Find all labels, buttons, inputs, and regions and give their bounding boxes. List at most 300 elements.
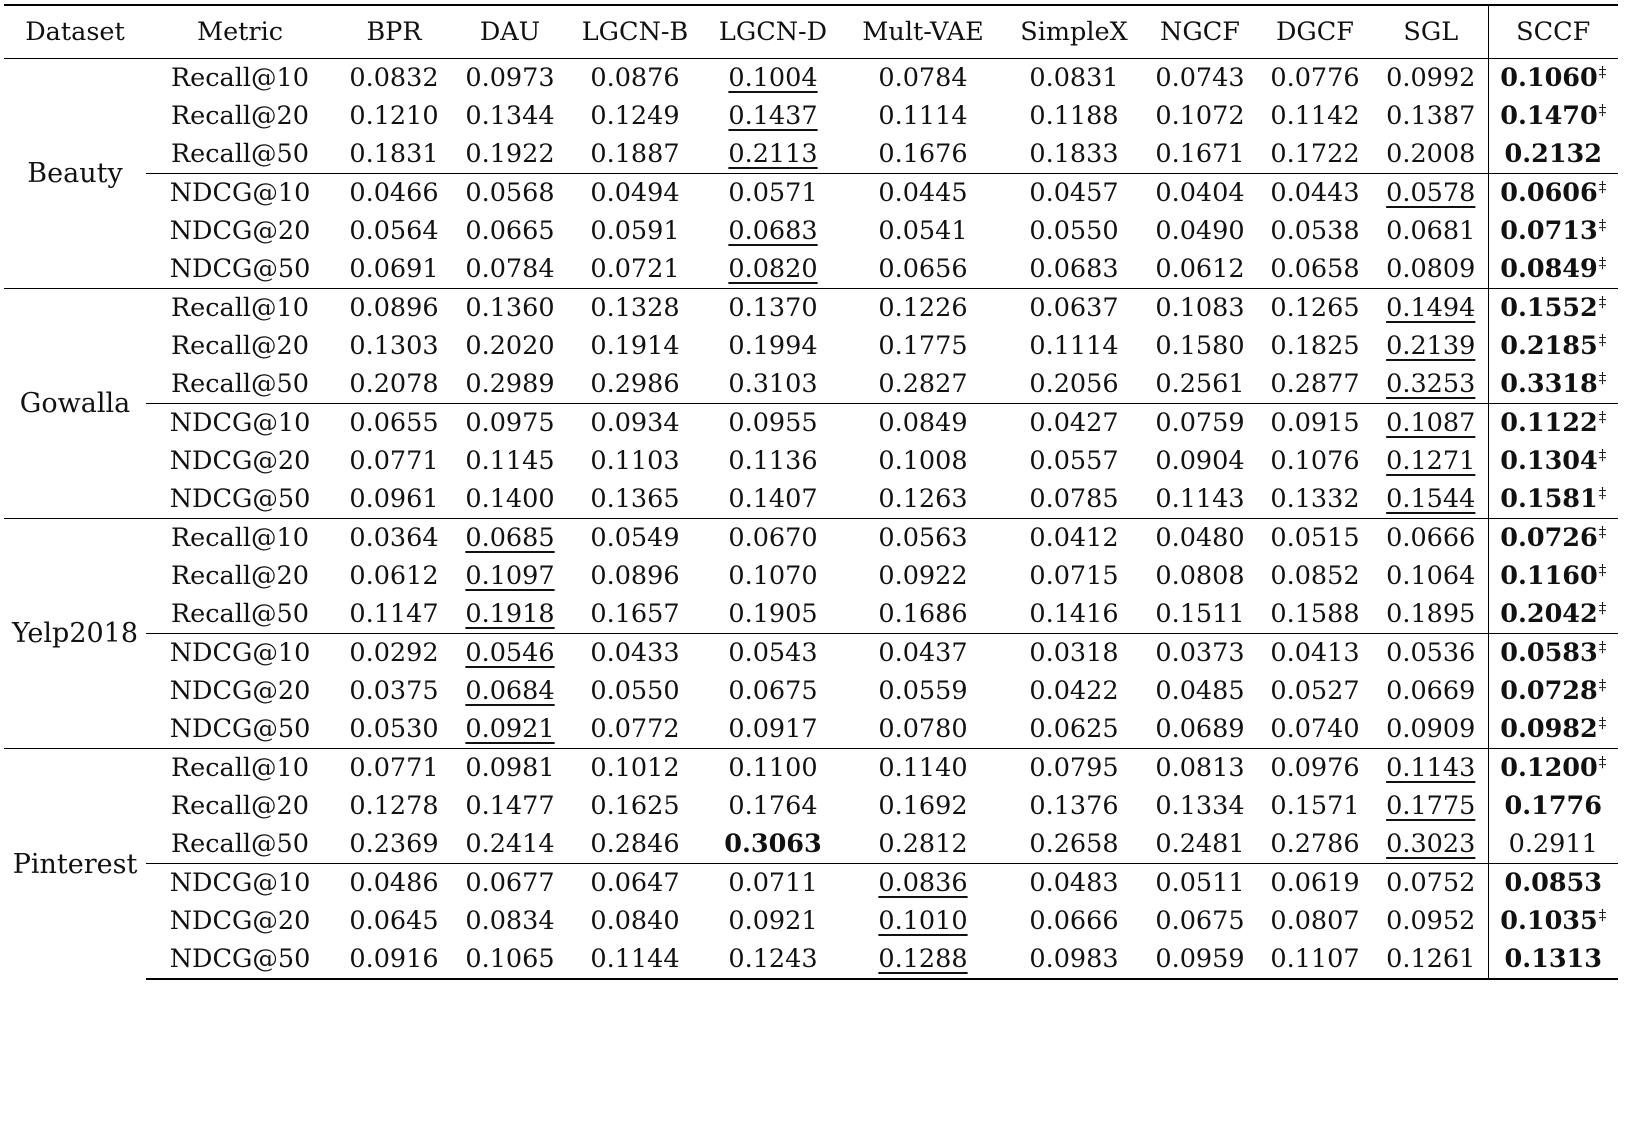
value-text: 0.0670 bbox=[728, 523, 818, 553]
value-cell bbox=[1374, 634, 1488, 673]
value-cell bbox=[1004, 404, 1144, 443]
value-text: 0.0373 bbox=[1155, 638, 1245, 668]
value-cell bbox=[334, 289, 454, 328]
value-cell bbox=[1374, 595, 1488, 634]
table-row bbox=[4, 327, 1618, 365]
value-cell bbox=[1374, 289, 1488, 328]
value-text: 0.0684 bbox=[465, 676, 555, 706]
value-text: 0.0536 bbox=[1386, 638, 1476, 668]
value-cell bbox=[1004, 327, 1144, 365]
value-cell bbox=[334, 902, 454, 940]
value-cell bbox=[1256, 174, 1374, 213]
value-cell bbox=[334, 442, 454, 480]
value-cell bbox=[1256, 940, 1374, 979]
results-table bbox=[4, 4, 1618, 980]
value-cell bbox=[1004, 250, 1144, 289]
significance-marker: ‡ bbox=[1598, 637, 1607, 656]
value-text: 0.1360 bbox=[465, 293, 555, 323]
value-text: 0.0443 bbox=[1270, 178, 1360, 208]
value-cell bbox=[1256, 212, 1374, 250]
value-cell bbox=[842, 864, 1004, 903]
value-cell bbox=[842, 404, 1004, 443]
value-text: 0.0433 bbox=[590, 638, 680, 668]
value-text: 0.2658 bbox=[1029, 829, 1119, 859]
metric-label: NDCG@50 bbox=[169, 714, 311, 744]
value-cell bbox=[1256, 519, 1374, 558]
value-cell bbox=[1144, 749, 1256, 788]
value-cell bbox=[842, 595, 1004, 634]
value-text: 0.0976 bbox=[1270, 753, 1360, 783]
table-row bbox=[4, 135, 1618, 174]
value-cell bbox=[842, 787, 1004, 825]
col-header-lgcn-d: LGCN-D bbox=[718, 17, 828, 47]
col-header-dataset: Dataset bbox=[25, 17, 125, 47]
value-text: 0.0543 bbox=[728, 638, 818, 668]
value-text: 0.1494 bbox=[1386, 293, 1476, 323]
metric-label: Recall@20 bbox=[170, 561, 310, 591]
value-text: 0.0437 bbox=[878, 638, 968, 668]
value-cell bbox=[454, 672, 566, 710]
value-text: 0.0807 bbox=[1270, 906, 1360, 936]
col-header-dau: DAU bbox=[479, 17, 541, 47]
value-text: 0.0876 bbox=[590, 63, 680, 93]
value-cell bbox=[1004, 940, 1144, 979]
significance-marker: ‡ bbox=[1598, 483, 1607, 502]
value-text: 0.0759 bbox=[1155, 408, 1245, 438]
value-cell bbox=[1144, 365, 1256, 404]
value-text: 0.2020 bbox=[465, 331, 555, 361]
value-text: 0.0656 bbox=[878, 254, 968, 284]
col-header-metric: Metric bbox=[196, 17, 284, 47]
value-cell bbox=[704, 135, 842, 174]
value-cell bbox=[454, 174, 566, 213]
value-text: 0.0981 bbox=[465, 753, 555, 783]
value-text: 0.1065 bbox=[465, 944, 555, 974]
table-row bbox=[4, 710, 1618, 749]
metric-label: NDCG@20 bbox=[169, 676, 311, 706]
metric-label: NDCG@20 bbox=[169, 906, 311, 936]
value-cell bbox=[1374, 749, 1488, 788]
value-text: 0.0691 bbox=[349, 254, 439, 284]
table-body bbox=[4, 59, 1618, 980]
value-cell bbox=[1488, 902, 1618, 940]
value-cell bbox=[1256, 749, 1374, 788]
value-text: 0.1833 bbox=[1029, 139, 1119, 169]
metric-label: NDCG@10 bbox=[146, 634, 334, 673]
value-cell bbox=[566, 557, 704, 595]
value-cell bbox=[842, 174, 1004, 213]
metric-label: Recall@10 bbox=[146, 519, 334, 558]
value-cell bbox=[1374, 59, 1488, 98]
value-text: 0.0983 bbox=[1029, 944, 1119, 974]
value-cell bbox=[1004, 59, 1144, 98]
value-cell bbox=[704, 289, 842, 328]
significance-marker: ‡ bbox=[1598, 100, 1607, 119]
value-cell bbox=[1004, 902, 1144, 940]
value-text: 0.1914 bbox=[590, 331, 680, 361]
value-text: 0.0606 bbox=[1500, 178, 1598, 208]
table-row bbox=[4, 825, 1618, 864]
value-cell bbox=[1004, 710, 1144, 749]
metric-label: NDCG@10 bbox=[146, 864, 334, 903]
value-text: 0.0486 bbox=[349, 868, 439, 898]
value-text: 0.0612 bbox=[1155, 254, 1245, 284]
value-text: 0.0655 bbox=[349, 408, 439, 438]
value-cell bbox=[1256, 250, 1374, 289]
value-cell bbox=[1256, 902, 1374, 940]
value-cell bbox=[1374, 480, 1488, 519]
value-text: 0.0427 bbox=[1029, 408, 1119, 438]
value-cell bbox=[1374, 519, 1488, 558]
value-cell bbox=[842, 289, 1004, 328]
col-header-ngcf: NGCF bbox=[1160, 17, 1240, 47]
value-text: 0.1107 bbox=[1270, 944, 1360, 974]
value-cell bbox=[1374, 327, 1488, 365]
value-cell bbox=[704, 710, 842, 749]
value-cell bbox=[704, 940, 842, 979]
value-cell bbox=[566, 902, 704, 940]
value-text: 0.0564 bbox=[349, 216, 439, 246]
value-cell bbox=[842, 825, 1004, 864]
value-text: 0.1334 bbox=[1155, 791, 1245, 821]
value-cell bbox=[566, 289, 704, 328]
value-cell bbox=[842, 250, 1004, 289]
value-cell bbox=[1374, 710, 1488, 749]
value-cell bbox=[1374, 97, 1488, 135]
value-text: 0.0412 bbox=[1029, 523, 1119, 553]
value-text: 0.0665 bbox=[465, 216, 555, 246]
value-text: 0.0820 bbox=[728, 254, 818, 284]
value-text: 0.1097 bbox=[465, 561, 555, 591]
value-cell bbox=[704, 902, 842, 940]
value-text: 0.0896 bbox=[590, 561, 680, 591]
value-cell bbox=[1144, 59, 1256, 98]
value-cell bbox=[842, 672, 1004, 710]
value-text: 0.3023 bbox=[1386, 829, 1476, 859]
value-cell bbox=[1144, 710, 1256, 749]
value-cell bbox=[334, 212, 454, 250]
value-text: 0.1226 bbox=[878, 293, 968, 323]
value-text: 0.0916 bbox=[349, 944, 439, 974]
value-cell bbox=[1374, 864, 1488, 903]
value-cell bbox=[1004, 519, 1144, 558]
value-text: 0.0490 bbox=[1155, 216, 1245, 246]
value-cell bbox=[1144, 250, 1256, 289]
value-text: 0.0922 bbox=[878, 561, 968, 591]
value-text: 0.1012 bbox=[590, 753, 680, 783]
significance-marker: ‡ bbox=[1598, 675, 1607, 694]
value-cell bbox=[704, 519, 842, 558]
value-text: 0.0669 bbox=[1386, 676, 1476, 706]
value-cell bbox=[1004, 135, 1144, 174]
value-text: 0.2132 bbox=[1504, 139, 1603, 169]
value-cell bbox=[1144, 672, 1256, 710]
value-text: 0.0292 bbox=[349, 638, 439, 668]
value-text: 0.1144 bbox=[590, 944, 680, 974]
significance-marker: ‡ bbox=[1598, 713, 1607, 732]
value-cell bbox=[704, 404, 842, 443]
value-text: 0.0784 bbox=[878, 63, 968, 93]
value-cell bbox=[1374, 365, 1488, 404]
value-text: 0.1511 bbox=[1155, 599, 1245, 629]
significance-marker: ‡ bbox=[1598, 177, 1607, 196]
value-text: 0.1581 bbox=[1500, 484, 1598, 514]
value-cell bbox=[334, 59, 454, 98]
value-cell bbox=[454, 749, 566, 788]
value-text: 0.1261 bbox=[1386, 944, 1476, 974]
metric-label: NDCG@50 bbox=[146, 940, 334, 979]
metric-label: Recall@50 bbox=[170, 139, 310, 169]
value-text: 0.0364 bbox=[349, 523, 439, 553]
value-text: 0.0975 bbox=[465, 408, 555, 438]
table-row bbox=[4, 289, 1618, 328]
value-cell bbox=[704, 595, 842, 634]
value-text: 0.1004 bbox=[728, 63, 818, 93]
value-cell bbox=[1004, 174, 1144, 213]
value-cell bbox=[842, 212, 1004, 250]
value-cell bbox=[334, 749, 454, 788]
value-text: 0.0728 bbox=[1500, 676, 1598, 706]
value-text: 0.0852 bbox=[1270, 561, 1360, 591]
value-text: 0.2139 bbox=[1386, 331, 1476, 361]
value-text: 0.0909 bbox=[1386, 714, 1476, 744]
table-row bbox=[4, 97, 1618, 135]
value-cell bbox=[1488, 97, 1618, 135]
value-cell bbox=[1144, 557, 1256, 595]
value-text: 0.1288 bbox=[878, 944, 968, 974]
value-cell bbox=[566, 749, 704, 788]
significance-marker: ‡ bbox=[1598, 368, 1607, 387]
value-cell bbox=[1374, 902, 1488, 940]
value-cell bbox=[566, 710, 704, 749]
value-text: 0.1477 bbox=[465, 791, 555, 821]
value-cell bbox=[704, 672, 842, 710]
value-cell bbox=[704, 442, 842, 480]
value-cell bbox=[842, 480, 1004, 519]
value-cell bbox=[1256, 365, 1374, 404]
value-text: 0.1671 bbox=[1155, 139, 1245, 169]
value-cell bbox=[1488, 404, 1618, 443]
significance-marker: ‡ bbox=[1598, 292, 1607, 311]
value-cell bbox=[334, 174, 454, 213]
value-text: 0.0832 bbox=[349, 63, 439, 93]
value-text: 0.1087 bbox=[1386, 408, 1476, 438]
significance-marker: ‡ bbox=[1598, 215, 1607, 234]
value-text: 0.0955 bbox=[728, 408, 818, 438]
value-cell bbox=[704, 59, 842, 98]
value-text: 0.0849 bbox=[1500, 254, 1598, 284]
value-text: 0.1064 bbox=[1386, 561, 1476, 591]
value-text: 0.1365 bbox=[590, 484, 680, 514]
value-text: 0.1571 bbox=[1270, 791, 1360, 821]
value-cell bbox=[1144, 825, 1256, 864]
value-cell bbox=[704, 174, 842, 213]
value-text: 0.1722 bbox=[1270, 139, 1360, 169]
value-cell bbox=[454, 289, 566, 328]
table-row bbox=[4, 557, 1618, 595]
table-row bbox=[4, 902, 1618, 940]
value-text: 0.1122 bbox=[1500, 408, 1598, 438]
value-cell bbox=[334, 135, 454, 174]
value-cell bbox=[454, 59, 566, 98]
value-text: 0.1304 bbox=[1500, 446, 1598, 476]
value-text: 0.1103 bbox=[590, 446, 680, 476]
value-text: 0.1136 bbox=[728, 446, 818, 476]
col-header-simplex: SimpleX bbox=[1020, 17, 1128, 47]
value-text: 0.0619 bbox=[1270, 868, 1360, 898]
value-text: 0.1887 bbox=[590, 139, 680, 169]
value-text: 0.0921 bbox=[728, 906, 818, 936]
value-cell bbox=[566, 365, 704, 404]
value-cell bbox=[566, 442, 704, 480]
value-cell bbox=[1488, 250, 1618, 289]
value-text: 0.0511 bbox=[1155, 868, 1245, 898]
value-cell bbox=[334, 519, 454, 558]
value-cell bbox=[1144, 864, 1256, 903]
value-cell bbox=[1144, 135, 1256, 174]
value-cell bbox=[1004, 672, 1144, 710]
value-cell bbox=[1004, 595, 1144, 634]
value-text: 0.3103 bbox=[728, 369, 818, 399]
value-text: 0.1994 bbox=[728, 331, 818, 361]
value-text: 0.0785 bbox=[1029, 484, 1119, 514]
value-cell bbox=[1004, 787, 1144, 825]
value-text: 0.0772 bbox=[590, 714, 680, 744]
value-text: 0.1143 bbox=[1155, 484, 1245, 514]
value-text: 0.1008 bbox=[878, 446, 968, 476]
value-cell bbox=[1004, 557, 1144, 595]
value-text: 0.1188 bbox=[1029, 101, 1119, 131]
value-text: 0.1776 bbox=[1504, 791, 1603, 821]
value-text: 0.1370 bbox=[728, 293, 818, 323]
value-text: 0.0404 bbox=[1155, 178, 1245, 208]
value-text: 0.0683 bbox=[728, 216, 818, 246]
value-text: 0.2877 bbox=[1270, 369, 1360, 399]
value-text: 0.1764 bbox=[728, 791, 818, 821]
value-text: 0.1243 bbox=[728, 944, 818, 974]
value-cell bbox=[334, 327, 454, 365]
value-text: 0.2481 bbox=[1155, 829, 1245, 859]
value-cell bbox=[704, 250, 842, 289]
metric-label: NDCG@20 bbox=[169, 216, 311, 246]
value-cell bbox=[842, 327, 1004, 365]
value-cell bbox=[1488, 557, 1618, 595]
value-cell bbox=[566, 787, 704, 825]
value-text: 0.3318 bbox=[1500, 369, 1598, 399]
value-text: 0.1905 bbox=[728, 599, 818, 629]
value-cell bbox=[1488, 174, 1618, 213]
value-cell bbox=[454, 940, 566, 979]
value-text: 0.2369 bbox=[349, 829, 439, 859]
value-cell bbox=[1488, 825, 1618, 864]
value-cell bbox=[1374, 174, 1488, 213]
value-text: 0.2986 bbox=[590, 369, 680, 399]
value-cell bbox=[704, 557, 842, 595]
value-cell bbox=[454, 710, 566, 749]
metric-label: Recall@20 bbox=[170, 101, 310, 131]
value-cell bbox=[1256, 327, 1374, 365]
value-cell bbox=[1144, 289, 1256, 328]
value-text: 0.1437 bbox=[728, 101, 818, 131]
value-cell bbox=[1004, 825, 1144, 864]
value-text: 0.0546 bbox=[465, 638, 555, 668]
value-text: 0.2042 bbox=[1500, 599, 1598, 629]
value-text: 0.1376 bbox=[1029, 791, 1119, 821]
value-text: 0.0683 bbox=[1029, 254, 1119, 284]
value-text: 0.0721 bbox=[590, 254, 680, 284]
value-cell bbox=[1488, 212, 1618, 250]
value-text: 0.1416 bbox=[1029, 599, 1119, 629]
value-text: 0.1114 bbox=[1029, 331, 1119, 361]
value-text: 0.1544 bbox=[1386, 484, 1476, 514]
value-cell bbox=[1256, 289, 1374, 328]
value-cell bbox=[1256, 825, 1374, 864]
value-cell bbox=[1374, 557, 1488, 595]
value-text: 0.0538 bbox=[1270, 216, 1360, 246]
value-text: 0.1332 bbox=[1270, 484, 1360, 514]
value-cell bbox=[1256, 557, 1374, 595]
value-text: 0.0457 bbox=[1029, 178, 1119, 208]
value-text: 0.0849 bbox=[878, 408, 968, 438]
value-text: 0.0583 bbox=[1500, 638, 1598, 668]
value-cell bbox=[1374, 940, 1488, 979]
value-text: 0.1263 bbox=[878, 484, 968, 514]
value-cell bbox=[454, 327, 566, 365]
value-text: 0.0483 bbox=[1029, 868, 1119, 898]
value-text: 0.0771 bbox=[349, 753, 439, 783]
col-header-dgcf: DGCF bbox=[1275, 17, 1355, 47]
value-text: 0.0808 bbox=[1155, 561, 1245, 591]
value-cell bbox=[566, 135, 704, 174]
value-cell bbox=[566, 634, 704, 673]
value-text: 0.0515 bbox=[1270, 523, 1360, 553]
col-header-bpr: BPR bbox=[366, 17, 422, 47]
value-cell bbox=[1144, 940, 1256, 979]
value-text: 0.0563 bbox=[878, 523, 968, 553]
value-text: 0.1625 bbox=[590, 791, 680, 821]
value-text: 0.1313 bbox=[1504, 944, 1603, 974]
value-text: 0.1160 bbox=[1500, 561, 1598, 591]
value-cell bbox=[566, 404, 704, 443]
value-text: 0.1400 bbox=[465, 484, 555, 514]
value-cell bbox=[704, 212, 842, 250]
value-cell bbox=[334, 557, 454, 595]
table-row bbox=[4, 749, 1618, 788]
value-cell bbox=[704, 749, 842, 788]
value-text: 0.1140 bbox=[878, 753, 968, 783]
value-cell bbox=[1256, 442, 1374, 480]
value-cell bbox=[842, 59, 1004, 98]
value-cell bbox=[1144, 787, 1256, 825]
table-row bbox=[4, 634, 1618, 673]
value-cell bbox=[334, 404, 454, 443]
value-text: 0.0677 bbox=[465, 868, 555, 898]
significance-marker: ‡ bbox=[1598, 522, 1607, 541]
value-text: 0.1070 bbox=[728, 561, 818, 591]
metric-label: Recall@50 bbox=[170, 599, 310, 629]
value-text: 0.1328 bbox=[590, 293, 680, 323]
value-cell bbox=[1004, 365, 1144, 404]
value-text: 0.2078 bbox=[349, 369, 439, 399]
value-text: 0.0776 bbox=[1270, 63, 1360, 93]
table-row bbox=[4, 365, 1618, 404]
value-cell bbox=[1256, 672, 1374, 710]
value-cell bbox=[1004, 480, 1144, 519]
value-text: 0.1775 bbox=[878, 331, 968, 361]
value-cell bbox=[1374, 787, 1488, 825]
value-cell bbox=[1488, 710, 1618, 749]
metric-label: NDCG@10 bbox=[146, 404, 334, 443]
